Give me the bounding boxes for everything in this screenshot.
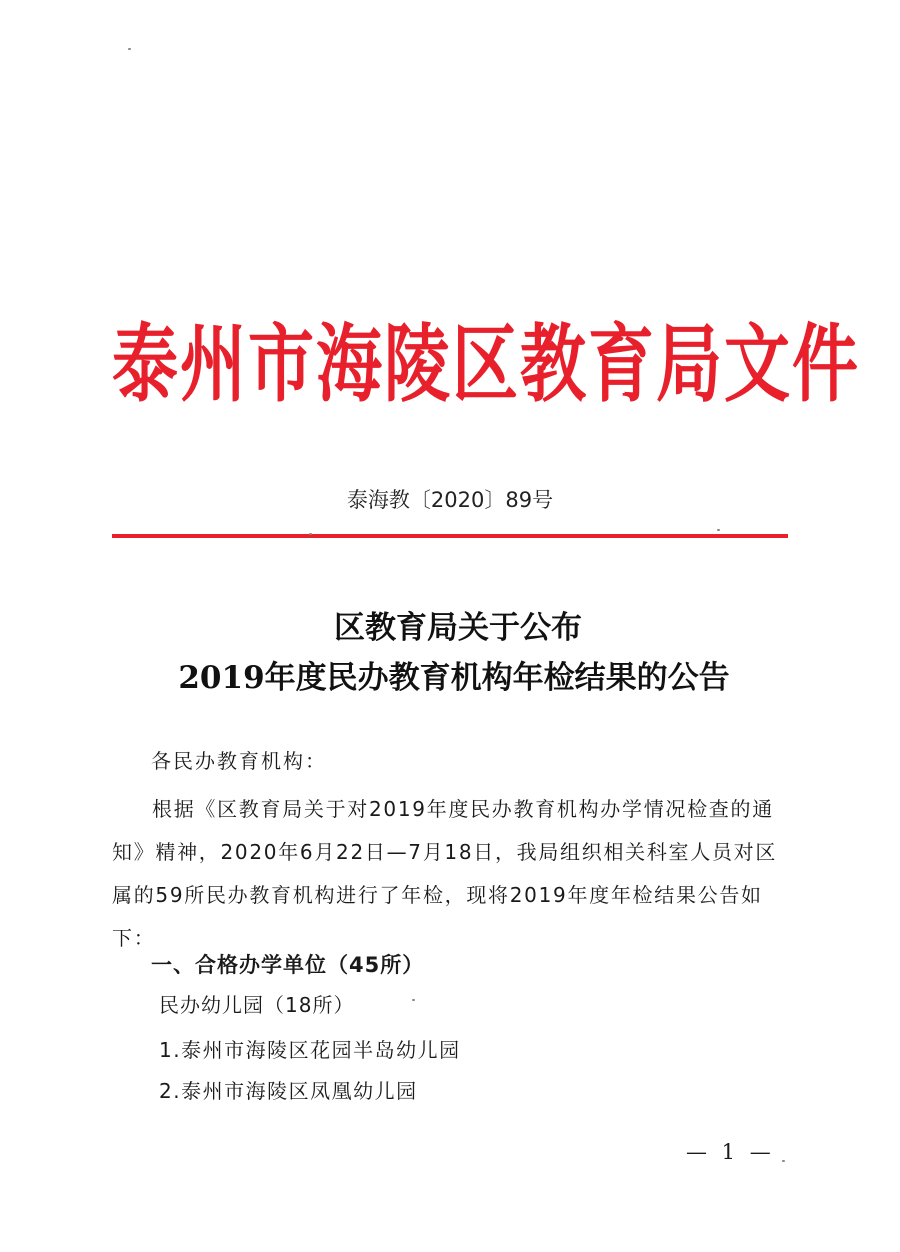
scan-speck: [128, 48, 131, 50]
list-item: 1.泰州市海陵区花园半岛幼儿园: [159, 1038, 461, 1062]
scan-speck: [782, 1160, 785, 1162]
issuer-title: 泰州市海陵区教育局文件: [112, 314, 860, 414]
scan-speck: [412, 999, 415, 1001]
section-heading: 一、合格办学单位（45所）: [151, 953, 425, 977]
notice-title-line-2: 2019年度民办教育机构年检结果的公告: [178, 660, 730, 696]
document-number: 泰海教〔2020〕89号: [346, 488, 554, 512]
scan-speck: [717, 529, 720, 531]
page-number: — 1 —: [686, 1140, 775, 1164]
subheading: 民办幼儿园（18所）: [159, 993, 355, 1017]
notice-title-line-1: 区教育局关于公布: [334, 610, 582, 646]
scan-speck: [309, 533, 312, 535]
list-item: 2.泰州市海陵区凤凰幼儿园: [159, 1079, 418, 1103]
salutation: 各民办教育机构：: [151, 749, 327, 773]
body-paragraph: 根据《区教育局关于对2019年度民办教育机构办学情况检查的通知》精神，2020年6月22日—7月18日，我局组织相关科室人员对区属的59所民办教育机构进行了年检，现将2019年度年检结果公告如下：: [112, 797, 778, 950]
red-separator-rule: [112, 534, 788, 538]
